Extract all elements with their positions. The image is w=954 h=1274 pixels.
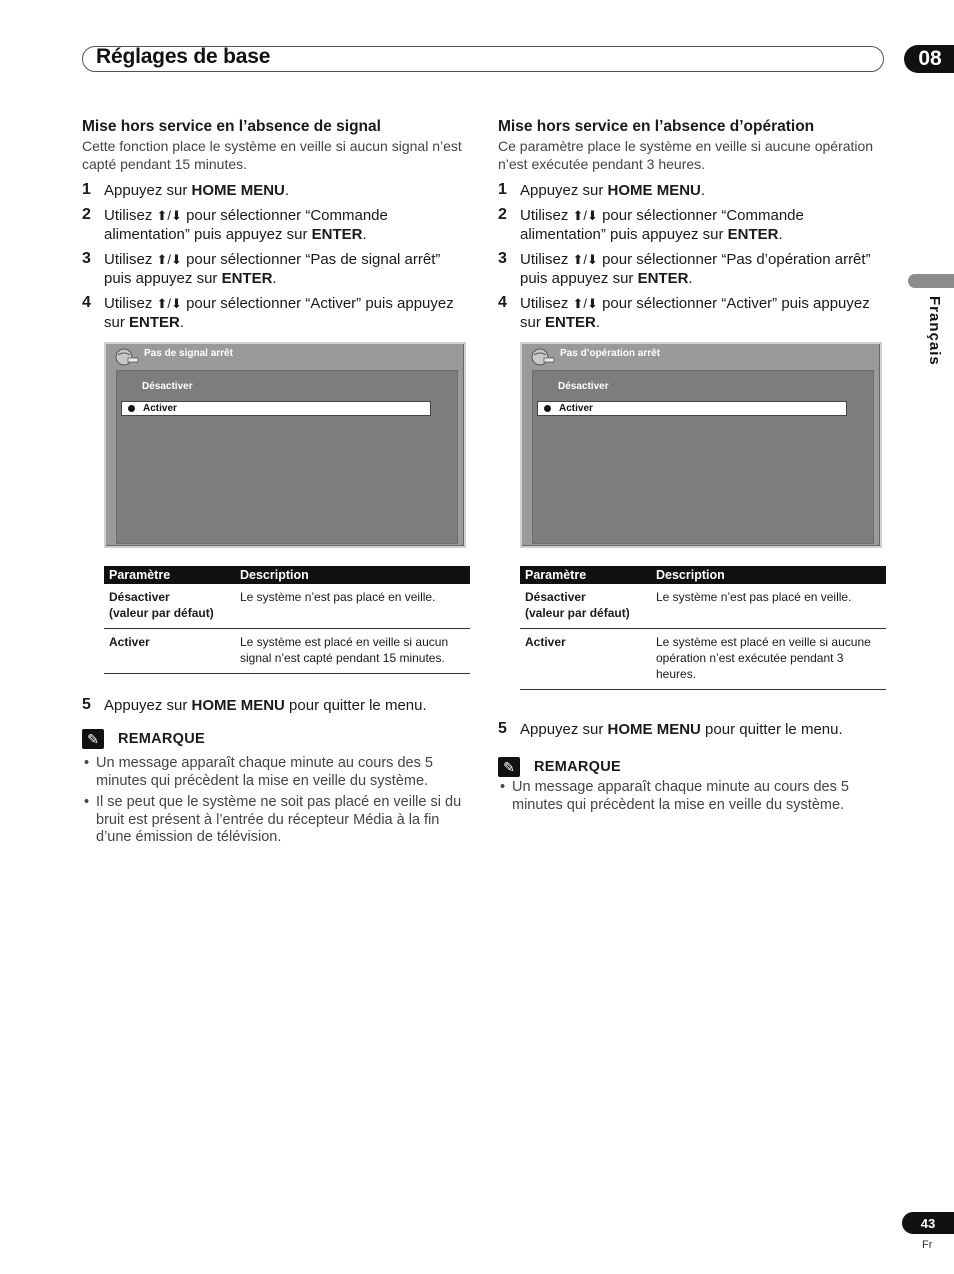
menu-panel [532,370,874,544]
page-language-code: Fr [922,1239,933,1251]
step-text: . [688,270,693,287]
key-name: HOME MENU [607,182,701,199]
up-down-arrow-icon: ⬆/⬇ [156,252,182,267]
section-title: Mise hors service en l’absence de signal [82,118,381,135]
step-number: 1 [82,181,91,198]
step-1 [82,181,470,200]
step-text: . [284,182,290,199]
step-3 [82,250,470,288]
table-cell: Le système est placé en veille si aucun signal n’est capté pendant 15 minutes. [235,629,470,674]
key-name: ENTER [311,226,363,243]
step-text: . [179,314,185,331]
table-header: Paramètre [104,566,235,584]
key-name: HOME MENU [607,721,701,738]
note-header [498,757,886,777]
menu-screen [104,342,466,548]
section-intro: Cette fonction place le système en veille si aucun signal n’est capté pendant 15 minutes. [82,138,462,172]
step-text: pour sélectionner “Activer” puis appuyez sur [104,295,454,331]
note-title: REMARQUE [534,759,621,775]
step-text: pour quitter le menu. [284,697,427,714]
step-5 [82,696,470,715]
step-text: Appuyez sur [520,721,608,738]
section-intro: Ce paramètre place le système en veille si aucune opération n’est exécutée pendant 3 heures. [498,138,874,172]
step-number: 2 [498,206,507,223]
step-text: pour sélectionner “Activer” puis appuyez sur [520,295,870,331]
table-header: Description [235,566,470,584]
up-down-arrow-icon: ⬆/⬇ [572,208,598,223]
steps-list [498,181,886,332]
selected-dot-icon [128,405,135,412]
page-number-badge: 43 [902,1212,954,1234]
page-title: Réglages de base [96,45,271,68]
key-name: ENTER [727,226,779,243]
table-cell: Désactiver (valeur par défaut) [520,584,651,629]
key-name: ENTER [221,270,273,287]
table-cell: Le système est placé en veille si aucune opération n’est exécutée pendant 3 heures. [651,629,886,690]
key-name: ENTER [129,314,180,331]
menu-option-activer[interactable] [537,401,847,416]
steps-list [82,181,470,332]
note-list [82,755,470,847]
step-number: 1 [498,181,507,198]
step-1 [498,181,886,200]
parameter-table [520,566,886,690]
language-tab [908,274,954,288]
step-5 [498,720,886,739]
table-row [520,584,886,629]
chapter-badge: 08 [904,45,954,73]
note-header [82,729,470,749]
key-name: HOME MENU [191,182,285,199]
parameter-table [104,566,470,674]
menu-title: Pas de signal arrêt [144,348,233,359]
step-text: Utilisez [104,295,157,312]
step-2 [82,206,470,244]
menu-logo-icon [530,346,556,368]
key-name: ENTER [637,270,689,287]
step-4 [498,294,886,332]
table-cell: Désactiver (valeur par défaut) [104,584,235,629]
language-label: Français [926,296,943,366]
menu-panel [116,370,458,544]
step-text: pour sélectionner “Pas d’opération arrêt” puis appuyez sur [520,251,871,287]
step-number: 3 [498,250,507,267]
key-name: ENTER [545,314,596,331]
menu-title: Pas d’opération arrêt [560,348,661,359]
table-row [520,629,886,690]
menu-option-label: Activer [143,403,177,414]
step-4 [82,294,470,332]
note-list [498,779,886,814]
table-row [104,584,470,629]
note-item: • Un message apparaît chaque minute au cours des 5 minutes qui précèdent la mise en veille du système. [82,755,470,790]
up-down-arrow-icon: ⬆/⬇ [156,296,182,311]
step-text: Utilisez [104,251,157,268]
step-text: . [595,314,601,331]
step-text: pour sélectionner “Commande alimentation” puis appuyez sur [520,207,804,243]
step-text: . [362,226,367,243]
menu-option-activer[interactable] [121,401,431,416]
table-row [104,629,470,674]
table-header: Paramètre [520,566,651,584]
up-down-arrow-icon: ⬆/⬇ [156,208,182,223]
pencil-note-icon: ✎ [498,757,520,777]
selected-dot-icon [544,405,551,412]
menu-logo-icon [114,346,140,368]
step-text: Utilisez [520,295,573,312]
menu-option-desactiver[interactable]: Désactiver [142,381,193,392]
step-text: pour quitter le menu. [700,721,843,738]
step-text: Appuyez sur [104,697,192,714]
step-number: 5 [498,720,507,737]
note-item: • Il se peut que le système ne soit pas placé en veille si du bruit est présent à l’entrée du récepteur Média à la fin d’une émission de télévision. [82,794,470,847]
pencil-note-icon: ✎ [82,729,104,749]
step-number: 3 [82,250,91,267]
step-text: pour sélectionner “Pas de signal arrêt” puis appuyez sur [104,251,441,287]
table-cell: Le système n’est pas placé en veille. [235,584,470,629]
step-text: Utilisez [104,207,157,224]
step-number: 2 [82,206,91,223]
table-cell: Le système n’est pas placé en veille. [651,584,886,629]
step-text: Appuyez sur [520,182,608,199]
step-text: . [778,226,783,243]
step-text: Appuyez sur [104,182,192,199]
menu-option-label: Activer [559,403,593,414]
step-text: . [700,182,706,199]
menu-screen [520,342,882,548]
step-number: 5 [82,696,91,713]
step-text: Utilisez [520,207,573,224]
key-name: HOME MENU [191,697,285,714]
up-down-arrow-icon: ⬆/⬇ [572,252,598,267]
step-text: pour sélectionner “Commande alimentation” puis appuyez sur [104,207,388,243]
step-text: . [272,270,277,287]
section-title: Mise hors service en l’absence d’opération [498,118,815,135]
note-title: REMARQUE [118,731,205,747]
left-column [82,117,470,851]
table-cell: Activer [520,629,651,690]
table-cell: Activer [104,629,235,674]
step-number: 4 [498,294,507,311]
note-item: • Un message apparaît chaque minute au cours des 5 minutes qui précèdent la mise en veille du système. [498,779,886,814]
right-column [498,117,886,818]
step-2 [498,206,886,244]
menu-option-desactiver[interactable]: Désactiver [558,381,609,392]
step-3 [498,250,886,288]
step-number: 4 [82,294,91,311]
up-down-arrow-icon: ⬆/⬇ [572,296,598,311]
step-text: Utilisez [520,251,573,268]
table-header: Description [651,566,886,584]
